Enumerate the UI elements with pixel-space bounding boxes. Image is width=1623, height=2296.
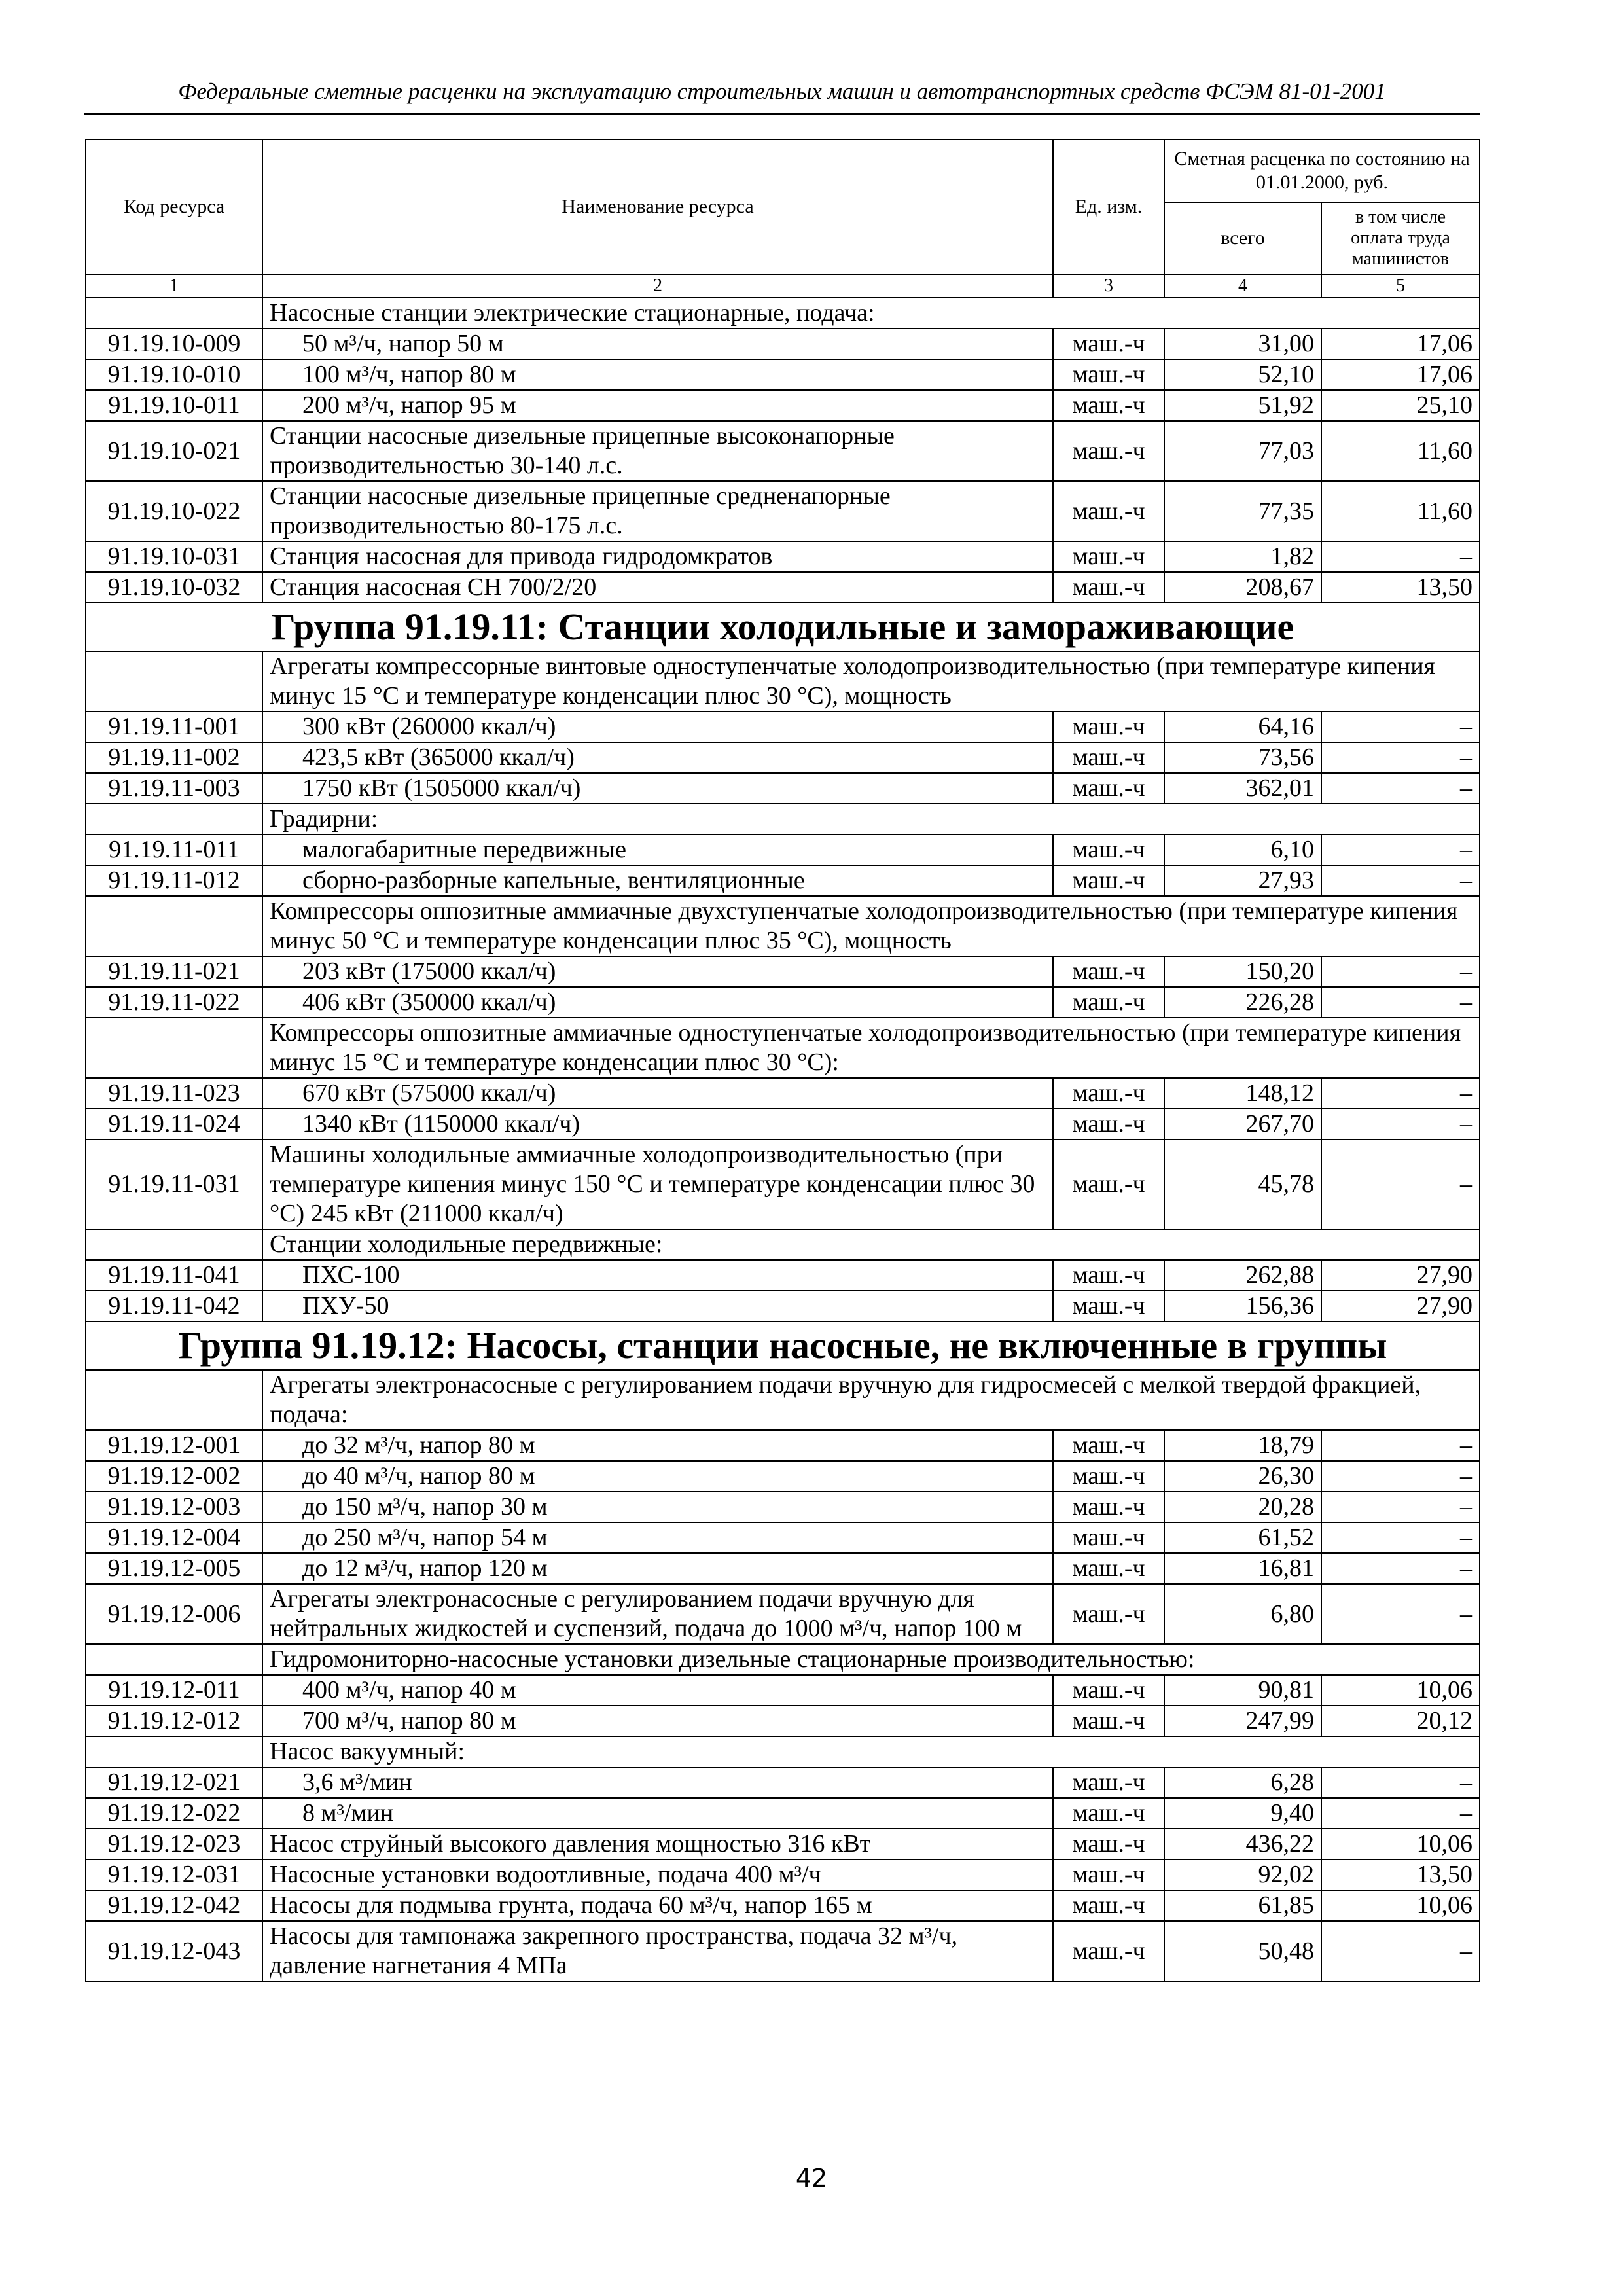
table-row: [86, 541, 1480, 572]
section-row: [86, 1370, 1480, 1430]
resource-code: 91.19.12-003: [86, 1492, 262, 1522]
resource-name: 423,5 кВт (365000 ккал/ч): [262, 742, 1053, 773]
unit-cell: маш.-ч: [1053, 1492, 1164, 1522]
resource-code: 91.19.10-032: [86, 572, 262, 603]
unit-cell: маш.-ч: [1053, 541, 1164, 572]
resource-code: 91.19.10-021: [86, 421, 262, 481]
resource-code: 91.19.12-005: [86, 1553, 262, 1584]
table-row: [86, 987, 1480, 1018]
resource-code: 91.19.12-004: [86, 1522, 262, 1553]
labor-cost: –: [1321, 1921, 1480, 1981]
resource-code: 91.19.10-031: [86, 541, 262, 572]
unit-cell: маш.-ч: [1053, 1921, 1164, 1981]
table-row: [86, 1139, 1480, 1229]
table-row: [86, 1767, 1480, 1798]
resource-code: 91.19.11-022: [86, 987, 262, 1018]
resource-code: 91.19.12-011: [86, 1675, 262, 1706]
unit-cell: маш.-ч: [1053, 1890, 1164, 1921]
section-row: [86, 298, 1480, 329]
resource-name: Агрегаты электронасосные с регулированием подачи вручную для нейтральных жидкостей и суспензий, подача до 1000 м³/ч, напор 100 м: [262, 1584, 1053, 1644]
total-cost: 92,02: [1164, 1859, 1321, 1890]
resource-name: 700 м³/ч, напор 80 м: [262, 1706, 1053, 1736]
resource-name: Станции насосные дизельные прицепные средненапорные производительностью 80-175 л.с.: [262, 481, 1053, 541]
labor-cost: 11,60: [1321, 421, 1480, 481]
unit-cell: маш.-ч: [1053, 1461, 1164, 1492]
resource-code: 91.19.12-031: [86, 1859, 262, 1890]
resource-name: малогабаритные передвижные: [262, 834, 1053, 865]
total-cost: 150,20: [1164, 956, 1321, 987]
resource-name: до 250 м³/ч, напор 54 м: [262, 1522, 1053, 1553]
table-row: [86, 711, 1480, 742]
total-cost: 52,10: [1164, 359, 1321, 390]
empty-code-cell: [86, 1370, 262, 1430]
unit-cell: маш.-ч: [1053, 1522, 1164, 1553]
section-title: Градирни:: [262, 804, 1480, 834]
labor-cost: –: [1321, 711, 1480, 742]
table-row: [86, 1890, 1480, 1921]
unit-cell: маш.-ч: [1053, 1584, 1164, 1644]
unit-cell: маш.-ч: [1053, 1706, 1164, 1736]
empty-code-cell: [86, 651, 262, 711]
section-row: [86, 651, 1480, 711]
total-cost: 9,40: [1164, 1798, 1321, 1829]
running-header: Федеральные сметные расценки на эксплуатацию строительных машин и автотранспортных средств ФСЭМ 81-01-2001: [84, 73, 1480, 115]
section-row: [86, 1018, 1480, 1078]
labor-cost: 10,06: [1321, 1675, 1480, 1706]
resource-code: 91.19.11-002: [86, 742, 262, 773]
unit-cell: маш.-ч: [1053, 742, 1164, 773]
labor-cost: –: [1321, 1078, 1480, 1109]
resource-code: 91.19.10-011: [86, 390, 262, 421]
labor-cost: 20,12: [1321, 1706, 1480, 1736]
labor-cost: –: [1321, 1139, 1480, 1229]
resource-code: 91.19.12-012: [86, 1706, 262, 1736]
labor-cost: 25,10: [1321, 390, 1480, 421]
labor-cost: 17,06: [1321, 329, 1480, 359]
resource-code: 91.19.12-043: [86, 1921, 262, 1981]
resource-code: 91.19.11-012: [86, 865, 262, 896]
resource-name: 300 кВт (260000 ккал/ч): [262, 711, 1053, 742]
total-cost: 61,52: [1164, 1522, 1321, 1553]
table-row: [86, 834, 1480, 865]
table-row: [86, 481, 1480, 541]
section-title: Агрегаты компрессорные винтовые одноступенчатые холодопроизводительностью (при температуре кипения минус 15 °С и температуре конденсации плюс 30 °С), мощность: [262, 651, 1480, 711]
resource-name: до 150 м³/ч, напор 30 м: [262, 1492, 1053, 1522]
resource-name: Станция насосная для привода гидродомкратов: [262, 541, 1053, 572]
labor-cost: –: [1321, 1461, 1480, 1492]
section-row: [86, 804, 1480, 834]
labor-cost: –: [1321, 1109, 1480, 1139]
resource-name: 8 м³/мин: [262, 1798, 1053, 1829]
unit-cell: маш.-ч: [1053, 481, 1164, 541]
section-title: Компрессоры оппозитные аммиачные двухступенчатые холодопроизводительностью (при температуре кипения минус 50 °С и температуре конденсации плюс 35 °С), мощность: [262, 896, 1480, 956]
total-cost: 16,81: [1164, 1553, 1321, 1584]
empty-code-cell: [86, 1229, 262, 1260]
unit-cell: маш.-ч: [1053, 1430, 1164, 1461]
total-cost: 64,16: [1164, 711, 1321, 742]
table-row: [86, 1859, 1480, 1890]
resource-name: 100 м³/ч, напор 80 м: [262, 359, 1053, 390]
unit-cell: маш.-ч: [1053, 572, 1164, 603]
unit-cell: маш.-ч: [1053, 359, 1164, 390]
section-title: Станции холодильные передвижные:: [262, 1229, 1480, 1260]
resource-code: 91.19.11-021: [86, 956, 262, 987]
section-title: Гидромониторно-насосные установки дизельные стационарные производительностью:: [262, 1644, 1480, 1675]
total-cost: 61,85: [1164, 1890, 1321, 1921]
unit-cell: маш.-ч: [1053, 1859, 1164, 1890]
resource-code: 91.19.10-022: [86, 481, 262, 541]
unit-cell: маш.-ч: [1053, 1078, 1164, 1109]
table-row: [86, 1260, 1480, 1291]
resource-name: Насосные установки водоотливные, подача 400 м³/ч: [262, 1859, 1053, 1890]
total-cost: 6,80: [1164, 1584, 1321, 1644]
resource-name: 200 м³/ч, напор 95 м: [262, 390, 1053, 421]
labor-cost: 13,50: [1321, 1859, 1480, 1890]
resource-code: 91.19.12-022: [86, 1798, 262, 1829]
table-row: [86, 421, 1480, 481]
col-number: 2: [262, 274, 1053, 298]
section-row: [86, 1736, 1480, 1767]
section-title: Компрессоры оппозитные аммиачные одноступенчатые холодопроизводительностью (при температуре кипения минус 15 °С и температуре конденсации плюс 30 °С):: [262, 1018, 1480, 1078]
section-title: Агрегаты электронасосные с регулированием подачи вручную для гидросмесей с мелкой твердой фракцией, подача:: [262, 1370, 1480, 1430]
resource-code: 91.19.11-023: [86, 1078, 262, 1109]
section-row: [86, 1644, 1480, 1675]
resource-name: 670 кВт (575000 ккал/ч): [262, 1078, 1053, 1109]
unit-cell: маш.-ч: [1053, 1829, 1164, 1859]
unit-cell: маш.-ч: [1053, 390, 1164, 421]
table-row: [86, 1921, 1480, 1981]
resource-code: 91.19.11-003: [86, 773, 262, 804]
table-row: [86, 390, 1480, 421]
labor-cost: –: [1321, 1522, 1480, 1553]
resource-code: 91.19.11-011: [86, 834, 262, 865]
col-header-code: Код ресурса: [86, 139, 262, 274]
resource-code: 91.19.12-001: [86, 1430, 262, 1461]
table-row: [86, 359, 1480, 390]
labor-cost: 27,90: [1321, 1260, 1480, 1291]
total-cost: 362,01: [1164, 773, 1321, 804]
unit-cell: маш.-ч: [1053, 956, 1164, 987]
labor-cost: –: [1321, 541, 1480, 572]
resource-code: 91.19.11-041: [86, 1260, 262, 1291]
table-row: [86, 329, 1480, 359]
empty-code-cell: [86, 804, 262, 834]
col-header-labor: в том числе оплата труда машинистов: [1321, 202, 1480, 274]
unit-cell: маш.-ч: [1053, 1109, 1164, 1139]
group-heading: Группа 91.19.11: Станции холодильные и замораживающие: [86, 603, 1480, 651]
total-cost: 6,10: [1164, 834, 1321, 865]
resource-name: Машины холодильные аммиачные холодопроизводительностью (при температуре кипения минус 150 °С и температуре конденсации плюс 30 °С) 245 кВт (211000 ккал/ч): [262, 1139, 1053, 1229]
unit-cell: маш.-ч: [1053, 1798, 1164, 1829]
resource-name: 406 кВт (350000 ккал/ч): [262, 987, 1053, 1018]
total-cost: 156,36: [1164, 1291, 1321, 1321]
table-row: [86, 1430, 1480, 1461]
total-cost: 262,88: [1164, 1260, 1321, 1291]
col-header-unit: Ед. изм.: [1053, 139, 1164, 274]
section-row: [86, 1229, 1480, 1260]
table-row: [86, 773, 1480, 804]
total-cost: 148,12: [1164, 1078, 1321, 1109]
resource-code: 91.19.10-009: [86, 329, 262, 359]
section-title: Насос вакуумный:: [262, 1736, 1480, 1767]
labor-cost: –: [1321, 987, 1480, 1018]
resource-name: сборно-разборные капельные, вентиляционные: [262, 865, 1053, 896]
resource-code: 91.19.11-024: [86, 1109, 262, 1139]
unit-cell: маш.-ч: [1053, 834, 1164, 865]
resource-name: до 12 м³/ч, напор 120 м: [262, 1553, 1053, 1584]
total-cost: 208,67: [1164, 572, 1321, 603]
total-cost: 90,81: [1164, 1675, 1321, 1706]
labor-cost: 11,60: [1321, 481, 1480, 541]
labor-cost: 13,50: [1321, 572, 1480, 603]
resource-code: 91.19.10-010: [86, 359, 262, 390]
resource-code: 91.19.11-001: [86, 711, 262, 742]
group-heading: Группа 91.19.12: Насосы, станции насосные, не включенные в группы: [86, 1321, 1480, 1370]
col-header-name: Наименование ресурса: [262, 139, 1053, 274]
labor-cost: 10,06: [1321, 1890, 1480, 1921]
resource-code: 91.19.12-021: [86, 1767, 262, 1798]
resource-code: 91.19.11-042: [86, 1291, 262, 1321]
resource-name: 400 м³/ч, напор 40 м: [262, 1675, 1053, 1706]
col-number: 5: [1321, 274, 1480, 298]
resource-name: 50 м³/ч, напор 50 м: [262, 329, 1053, 359]
labor-cost: –: [1321, 956, 1480, 987]
labor-cost: 17,06: [1321, 359, 1480, 390]
table-row: [86, 1798, 1480, 1829]
resource-name: Насос струйный высокого давления мощностью 316 кВт: [262, 1829, 1053, 1859]
unit-cell: маш.-ч: [1053, 421, 1164, 481]
labor-cost: 10,06: [1321, 1829, 1480, 1859]
table-row: [86, 1078, 1480, 1109]
resource-code: 91.19.12-006: [86, 1584, 262, 1644]
table-row: [86, 572, 1480, 603]
total-cost: 226,28: [1164, 987, 1321, 1018]
resource-name: 1750 кВт (1505000 ккал/ч): [262, 773, 1053, 804]
labor-cost: –: [1321, 834, 1480, 865]
table-row: [86, 956, 1480, 987]
labor-cost: –: [1321, 1430, 1480, 1461]
total-cost: 436,22: [1164, 1829, 1321, 1859]
unit-cell: маш.-ч: [1053, 1553, 1164, 1584]
col-number: 3: [1053, 274, 1164, 298]
table-row: [86, 1461, 1480, 1492]
table-row: [86, 1291, 1480, 1321]
labor-cost: –: [1321, 865, 1480, 896]
table-row: [86, 1675, 1480, 1706]
total-cost: 1,82: [1164, 541, 1321, 572]
total-cost: 50,48: [1164, 1921, 1321, 1981]
resource-code: 91.19.11-031: [86, 1139, 262, 1229]
resource-name: до 32 м³/ч, напор 80 м: [262, 1430, 1053, 1461]
col-header-rate: Сметная расценка по состоянию на 01.01.2000, руб.: [1164, 139, 1480, 202]
total-cost: 77,03: [1164, 421, 1321, 481]
total-cost: 20,28: [1164, 1492, 1321, 1522]
table-row: [86, 1492, 1480, 1522]
unit-cell: маш.-ч: [1053, 1767, 1164, 1798]
total-cost: 73,56: [1164, 742, 1321, 773]
unit-cell: маш.-ч: [1053, 773, 1164, 804]
empty-code-cell: [86, 1736, 262, 1767]
table-row: [86, 1522, 1480, 1553]
total-cost: 45,78: [1164, 1139, 1321, 1229]
labor-cost: –: [1321, 1553, 1480, 1584]
table-row: [86, 742, 1480, 773]
section-title: Насосные станции электрические стационарные, подача:: [262, 298, 1480, 329]
unit-cell: маш.-ч: [1053, 1675, 1164, 1706]
group-heading-row: [86, 1321, 1480, 1370]
labor-cost: –: [1321, 1798, 1480, 1829]
table-row: [86, 1553, 1480, 1584]
resource-code: 91.19.12-002: [86, 1461, 262, 1492]
total-cost: 6,28: [1164, 1767, 1321, 1798]
col-number: 4: [1164, 274, 1321, 298]
unit-cell: маш.-ч: [1053, 1291, 1164, 1321]
section-row: [86, 896, 1480, 956]
table-row: [86, 1829, 1480, 1859]
total-cost: 18,79: [1164, 1430, 1321, 1461]
labor-cost: –: [1321, 1492, 1480, 1522]
resource-name: 3,6 м³/мин: [262, 1767, 1053, 1798]
unit-cell: маш.-ч: [1053, 865, 1164, 896]
empty-code-cell: [86, 896, 262, 956]
empty-code-cell: [86, 1644, 262, 1675]
resource-name: ПХУ-50: [262, 1291, 1053, 1321]
unit-cell: маш.-ч: [1053, 711, 1164, 742]
labor-cost: –: [1321, 742, 1480, 773]
resource-name: Станция насосная СН 700/2/20: [262, 572, 1053, 603]
rates-table: [85, 139, 1480, 1982]
resource-name: 1340 кВт (1150000 ккал/ч): [262, 1109, 1053, 1139]
total-cost: 267,70: [1164, 1109, 1321, 1139]
unit-cell: маш.-ч: [1053, 1260, 1164, 1291]
col-header-total: всего: [1164, 202, 1321, 274]
total-cost: 247,99: [1164, 1706, 1321, 1736]
unit-cell: маш.-ч: [1053, 1139, 1164, 1229]
empty-code-cell: [86, 1018, 262, 1078]
group-heading-row: [86, 603, 1480, 651]
resource-name: Насосы для подмыва грунта, подача 60 м³/ч, напор 165 м: [262, 1890, 1053, 1921]
table-row: [86, 1584, 1480, 1644]
table-row: [86, 865, 1480, 896]
col-number: 1: [86, 274, 262, 298]
labor-cost: –: [1321, 1584, 1480, 1644]
resource-code: 91.19.12-023: [86, 1829, 262, 1859]
total-cost: 77,35: [1164, 481, 1321, 541]
page-number: 42: [795, 2164, 828, 2193]
resource-code: 91.19.12-042: [86, 1890, 262, 1921]
labor-cost: –: [1321, 773, 1480, 804]
total-cost: 51,92: [1164, 390, 1321, 421]
labor-cost: 27,90: [1321, 1291, 1480, 1321]
resource-name: 203 кВт (175000 ккал/ч): [262, 956, 1053, 987]
unit-cell: маш.-ч: [1053, 987, 1164, 1018]
empty-code-cell: [86, 298, 262, 329]
total-cost: 31,00: [1164, 329, 1321, 359]
resource-name: ПХС-100: [262, 1260, 1053, 1291]
resource-name: до 40 м³/ч, напор 80 м: [262, 1461, 1053, 1492]
table-row: [86, 1109, 1480, 1139]
table-row: [86, 1706, 1480, 1736]
unit-cell: маш.-ч: [1053, 329, 1164, 359]
labor-cost: –: [1321, 1767, 1480, 1798]
resource-name: Станции насосные дизельные прицепные высоконапорные производительностью 30-140 л.с.: [262, 421, 1053, 481]
total-cost: 26,30: [1164, 1461, 1321, 1492]
total-cost: 27,93: [1164, 865, 1321, 896]
resource-name: Насосы для тампонажа закрепного пространства, подача 32 м³/ч, давление нагнетания 4 МПа: [262, 1921, 1053, 1981]
